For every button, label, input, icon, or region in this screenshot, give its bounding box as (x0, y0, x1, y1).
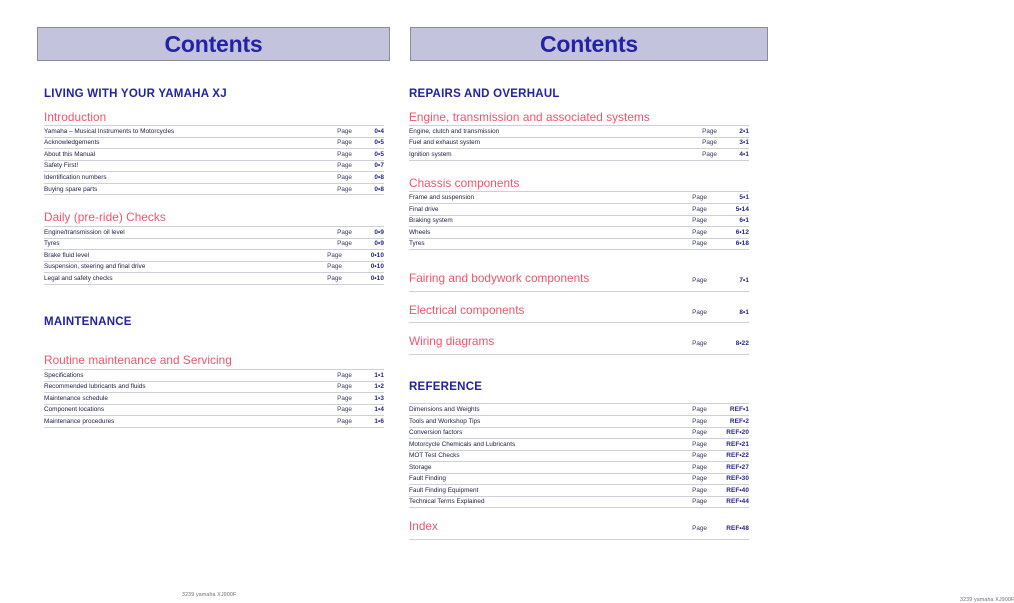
toc-entry-page-number: 0•7 (374, 162, 384, 170)
toc-list-engine-transmission (409, 125, 749, 161)
toc-row[interactable] (44, 172, 384, 184)
toc-entry-label: Engine, clutch and transmission (409, 127, 500, 135)
toc-entry-label: Wheels (409, 228, 431, 236)
toc-entry-page-word: Page (692, 240, 707, 248)
toc-entry-page-word: Page (692, 340, 707, 348)
toc-row[interactable] (409, 191, 749, 204)
toc-entry-label: Wiring diagrams (409, 334, 495, 349)
toc-row[interactable] (409, 125, 749, 138)
toc-entry-label: Dimensions and Weights (409, 406, 480, 414)
toc-entry-page-number: 0•5 (374, 139, 384, 147)
footer-left: 3239 yamaha XJ900F (182, 592, 237, 598)
toc-entry-page-number: 8•1 (739, 308, 749, 316)
toc-row[interactable] (409, 204, 749, 216)
toc-entry-label: MOT Test Checks (409, 452, 460, 460)
toc-row[interactable] (409, 451, 749, 463)
toc-entry-page-number: 5•14 (735, 205, 749, 213)
toc-entry-page-word: Page (337, 127, 352, 135)
toc-entry-page-number: 0•9 (374, 240, 384, 248)
toc-entry-page-word: Page (692, 475, 707, 483)
toc-entry-page-number: REF•48 (726, 525, 749, 533)
toc-entry-page-word: Page (702, 127, 717, 135)
toc-entry-label: Fault Finding (409, 475, 446, 483)
toc-entry-page-number: 0•8 (374, 185, 384, 193)
right-page (400, 0, 1014, 603)
toc-entry-label: Safety First! (44, 162, 79, 170)
toc-entry-label: Braking system (409, 217, 453, 225)
toc-entry-label: Maintenance procedures (44, 417, 115, 425)
toc-entry-page-number: 1•1 (374, 371, 384, 379)
toc-entry-label: Fuel and exhaust system (409, 139, 481, 147)
toc-entry-page-number: 0•4 (374, 127, 384, 135)
toc-entry-page-number: 1•3 (374, 394, 384, 402)
toc-entry-label: Storage (409, 463, 432, 471)
toc-entry-page-number: 6•1 (739, 217, 749, 225)
toc-entry-page-number: 0•9 (374, 228, 384, 236)
toc-row-wiring-diagrams[interactable] (409, 332, 749, 355)
toc-entry-page-word: Page (327, 263, 342, 271)
toc-row[interactable] (409, 239, 749, 251)
toc-entry-page-number: 4•1 (739, 150, 749, 158)
toc-entry-label: Recommended lubricants and fluids (44, 383, 146, 391)
toc-entry-page-word: Page (692, 194, 707, 201)
toc-entry-page-word: Page (327, 251, 342, 259)
spacer (44, 195, 384, 211)
toc-entry-page-number: REF•40 (726, 486, 749, 494)
section-title-engine-transmission: Engine, transmission and associated systems (409, 109, 650, 124)
toc-entry-page-word: Page (692, 277, 707, 285)
section-title-routine-maintenance: Routine maintenance and Servicing (44, 353, 232, 368)
toc-row-fairing-bodywork[interactable] (409, 269, 749, 292)
toc-entry-label: Motorcycle Chemicals and Lubricants (409, 440, 516, 448)
toc-entry-label: Ignition system (409, 150, 452, 158)
toc-entry-page-word: Page (337, 173, 352, 181)
toc-entry-label: Engine/transmission oil level (44, 228, 125, 236)
contents-banner-right (410, 27, 768, 61)
toc-row[interactable] (409, 485, 749, 497)
toc-entry-page-word: Page (692, 525, 707, 533)
toc-entry-page-word: Page (337, 150, 352, 158)
toc-entry-label: Frame and suspension (409, 194, 475, 201)
toc-list-chassis-components (409, 191, 749, 250)
spacer (44, 285, 384, 316)
toc-row[interactable] (409, 497, 749, 509)
spacer (409, 250, 749, 260)
toc-entry-label: Maintenance schedule (44, 394, 108, 402)
right-page-content (409, 88, 749, 540)
toc-entry-page-number: REF•44 (726, 498, 749, 506)
toc-entry-page-word: Page (337, 394, 352, 402)
toc-entry-page-word: Page (337, 240, 352, 248)
section-title-introduction: Introduction (44, 109, 107, 124)
toc-entry-page-number: 0•8 (374, 173, 384, 181)
toc-entry-label: Yamaha – Musical Instruments to Motorcycles (44, 127, 175, 135)
toc-row[interactable] (44, 262, 384, 274)
spacer (409, 355, 749, 381)
toc-entry-page-number: REF•27 (726, 463, 749, 471)
banner-title-left: Contents (164, 30, 263, 57)
toc-entry-page-word: Page (702, 150, 717, 158)
spacer (44, 328, 384, 354)
toc-entry-page-word: Page (337, 228, 352, 236)
spacer (409, 393, 749, 403)
toc-entry-label: Identification numbers (44, 173, 107, 181)
toc-list-daily-checks (44, 226, 384, 285)
toc-entry-page-number: 2•1 (739, 127, 749, 135)
toc-entry-label: Index (409, 519, 438, 534)
toc-row[interactable] (44, 161, 384, 173)
toc-row[interactable] (409, 474, 749, 486)
toc-list-routine-maintenance (44, 369, 384, 428)
toc-entry-page-word: Page (337, 185, 352, 193)
part-title-repairs-and-overhaul: REPAIRS AND OVERHAUL (409, 88, 560, 100)
toc-row-electrical-components[interactable] (409, 301, 749, 324)
toc-entry-label: Electrical components (409, 302, 525, 317)
toc-entry-page-number: 0•10 (370, 274, 384, 282)
toc-entry-page-word: Page (337, 371, 352, 379)
toc-entry-page-number: 8•22 (735, 340, 749, 348)
toc-entry-page-word: Page (692, 486, 707, 494)
toc-entry-page-word: Page (337, 383, 352, 391)
toc-row[interactable] (409, 403, 749, 416)
banner-title-right: Contents (539, 30, 639, 57)
toc-entry-page-word: Page (692, 440, 707, 448)
toc-row[interactable] (44, 239, 384, 251)
footer-right: 3239 yamaha XJ900F (960, 597, 1014, 603)
toc-entry-page-number: 5•1 (739, 194, 749, 201)
toc-entry-page-number: 1•6 (374, 417, 384, 425)
toc-row[interactable] (44, 226, 384, 239)
toc-entry-label: Technical Terms Explained (409, 498, 485, 506)
toc-entry-label: Conversion factors (409, 429, 463, 437)
toc-row[interactable] (44, 416, 384, 428)
toc-entry-page-word: Page (702, 139, 717, 147)
toc-entry-page-number: REF•2 (729, 417, 749, 425)
toc-entry-page-word: Page (692, 205, 707, 213)
toc-entry-page-word: Page (337, 139, 352, 147)
toc-entry-page-word: Page (327, 274, 342, 282)
toc-entry-page-word: Page (692, 463, 707, 471)
toc-entry-page-word: Page (337, 162, 352, 170)
toc-entry-label: Fairing and bodywork components (409, 271, 590, 286)
toc-row[interactable] (409, 227, 749, 239)
toc-entry-label: Tyres (409, 240, 425, 248)
toc-row[interactable] (44, 184, 384, 196)
toc-entry-page-number: 1•2 (374, 383, 384, 391)
toc-entry-page-number: 0•10 (370, 251, 384, 259)
toc-entry-page-number: 7•1 (739, 277, 749, 285)
toc-row[interactable] (44, 382, 384, 394)
part-title-reference: REFERENCE (409, 380, 483, 393)
toc-row[interactable] (44, 125, 384, 138)
part-title-living-with-yamaha: LIVING WITH YOUR YAMAHA XJ (44, 88, 227, 100)
section-title-chassis-components: Chassis components (409, 175, 520, 190)
toc-row[interactable] (44, 250, 384, 262)
toc-row[interactable] (409, 462, 749, 474)
toc-entry-page-word: Page (692, 228, 707, 236)
toc-entry-page-word: Page (692, 308, 707, 316)
toc-entry-label: Final drive (409, 205, 439, 213)
toc-entry-page-number: REF•20 (726, 429, 749, 437)
toc-row[interactable] (409, 439, 749, 451)
toc-row[interactable] (44, 369, 384, 382)
spacer (409, 161, 749, 177)
toc-entry-page-number: 3•1 (739, 139, 749, 147)
toc-entry-label: Tools and Workshop Tips (409, 417, 481, 425)
toc-row[interactable] (44, 393, 384, 405)
toc-entry-label: Buying spare parts (44, 185, 98, 193)
toc-entry-page-word: Page (337, 417, 352, 425)
toc-entry-page-number: REF•21 (726, 440, 749, 448)
toc-row[interactable] (44, 273, 384, 285)
part-title-maintenance: MAINTENANCE (44, 315, 132, 328)
toc-row-index[interactable] (409, 517, 749, 540)
toc-row[interactable] (44, 138, 384, 150)
toc-entry-label: Legal and safety checks (44, 274, 113, 282)
section-title-daily-checks: Daily (pre-ride) Checks (44, 210, 166, 225)
toc-entry-page-word: Page (692, 429, 707, 437)
toc-row[interactable] (409, 138, 749, 150)
toc-entry-page-number: REF•22 (726, 452, 749, 460)
toc-entry-page-number: 6•18 (735, 240, 749, 248)
toc-entry-page-number: 0•5 (374, 150, 384, 158)
toc-entry-page-word: Page (692, 452, 707, 460)
toc-list-reference (409, 403, 749, 508)
toc-row[interactable] (44, 405, 384, 417)
toc-entry-label: Component locations (44, 406, 105, 414)
toc-row[interactable] (409, 416, 749, 428)
toc-entry-label: Fault Finding Equipment (409, 486, 479, 494)
toc-entry-page-word: Page (692, 417, 707, 425)
toc-entry-label: Specifications (44, 371, 84, 379)
toc-row[interactable] (44, 149, 384, 161)
toc-entry-page-word: Page (692, 406, 707, 414)
toc-entry-label: About this Manual (44, 150, 96, 158)
toc-list-introduction (44, 125, 384, 195)
toc-entry-page-number: 6•12 (735, 228, 749, 236)
toc-row[interactable] (409, 149, 749, 161)
left-page-content (44, 88, 384, 428)
toc-entry-page-number: 0•10 (370, 263, 384, 271)
toc-entry-page-number: REF•1 (729, 406, 749, 414)
toc-entry-page-word: Page (692, 217, 707, 225)
toc-entry-page-word: Page (337, 406, 352, 414)
left-page (0, 0, 400, 602)
toc-entry-page-number: REF•30 (726, 475, 749, 483)
toc-row[interactable] (409, 216, 749, 228)
toc-entry-label: Tyres (44, 240, 60, 248)
toc-entry-label: Acknowledgements (44, 139, 100, 147)
contents-banner-left (37, 27, 390, 61)
toc-entry-page-word: Page (692, 498, 707, 506)
toc-entry-label: Brake fluid level (44, 251, 90, 259)
toc-entry-page-number: 1•4 (374, 406, 384, 414)
toc-row[interactable] (409, 428, 749, 440)
toc-entry-label: Suspension, steering and final drive (44, 263, 146, 271)
